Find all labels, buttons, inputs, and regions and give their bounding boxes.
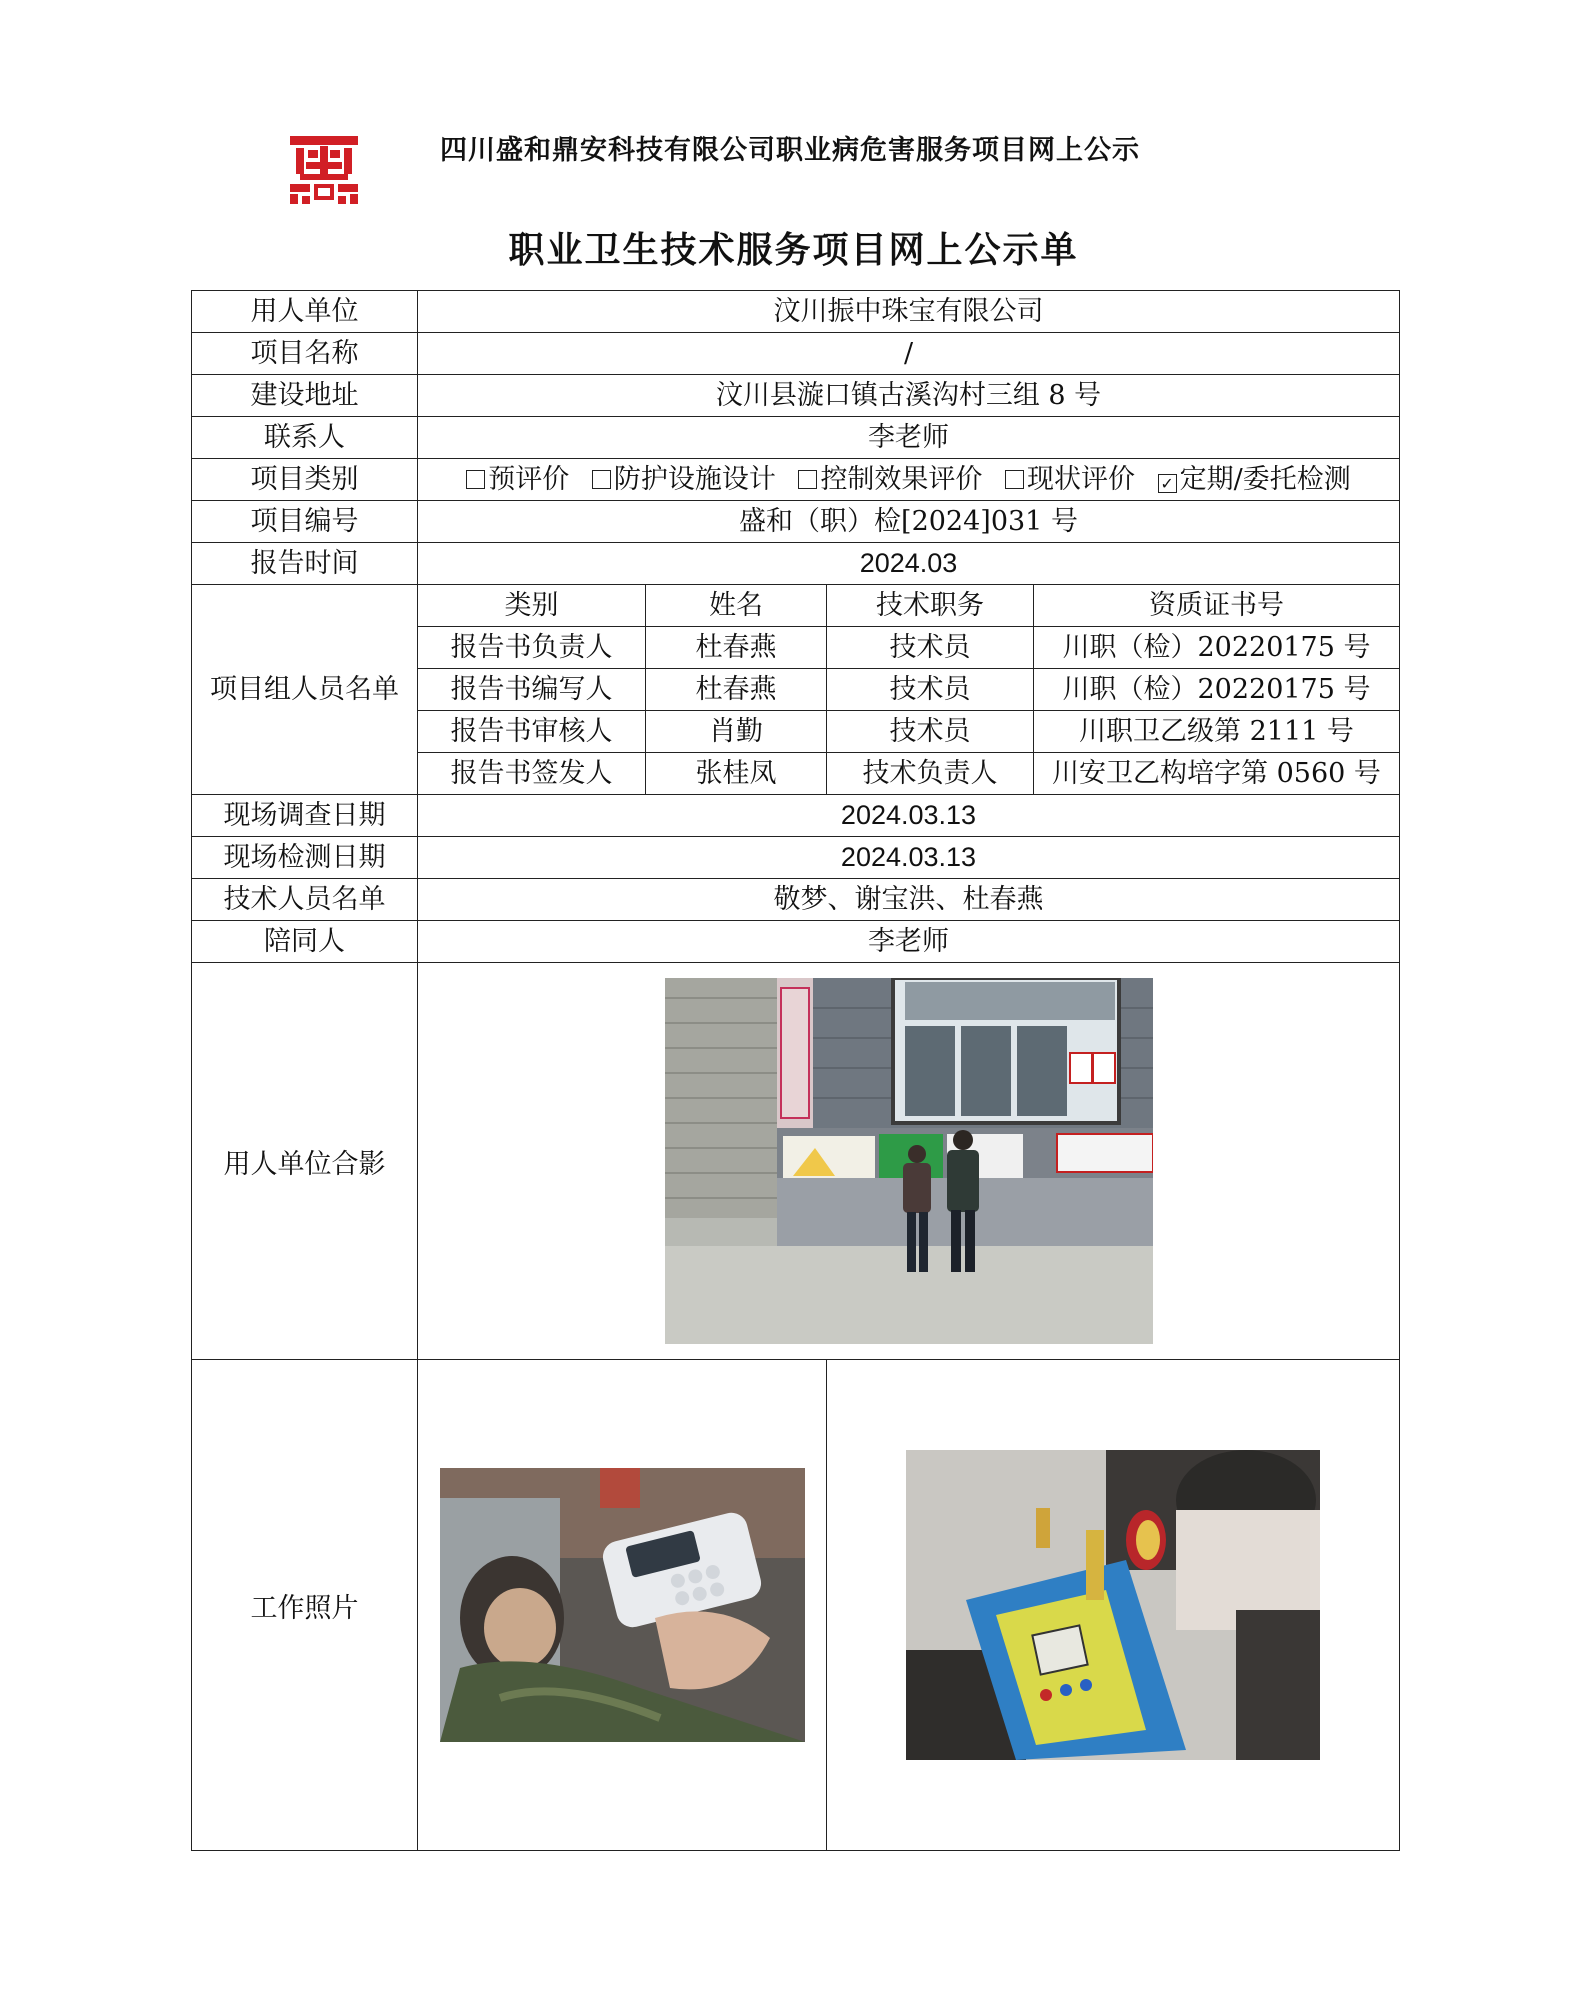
team-cell: 川安卫乙构培字第 0560 号	[1034, 753, 1400, 795]
category-options	[418, 459, 1400, 501]
category-option-label: 预评价	[488, 464, 570, 495]
row-project-no	[192, 501, 1400, 543]
work-photo-cell	[418, 1360, 827, 1851]
label-survey-date: 现场调查日期	[192, 795, 418, 837]
category-option[interactable]	[466, 459, 569, 500]
team-cell: 杜春燕	[646, 627, 827, 669]
row-work-photos	[192, 1360, 1400, 1851]
label-project-no: 项目编号	[192, 501, 418, 543]
announcement-table	[191, 290, 1400, 1851]
category-option-label: 控制效果评价	[820, 464, 983, 495]
label-category: 项目类别	[192, 459, 418, 501]
team-cell: 技术员	[827, 669, 1034, 711]
team-cell: 技术员	[827, 627, 1034, 669]
team-cell: 报告书审核人	[418, 711, 646, 753]
label-report-time: 报告时间	[192, 543, 418, 585]
team-header-cell: 技术职务	[827, 585, 1034, 627]
team-cell: 报告书签发人	[418, 753, 646, 795]
team-cell: 张桂凤	[646, 753, 827, 795]
value-escort: 李老师	[418, 921, 1400, 963]
category-option-label: 定期/委托检测	[1179, 464, 1351, 495]
label-technicians: 技术人员名单	[192, 879, 418, 921]
label-address: 建设地址	[192, 375, 418, 417]
row-group-photo	[192, 963, 1400, 1360]
label-detect-date: 现场检测日期	[192, 837, 418, 879]
work-photo-image	[906, 1450, 1320, 1760]
category-option[interactable]	[1005, 459, 1135, 500]
label-work-photos: 工作照片	[192, 1360, 418, 1851]
value-project-no: 盛和（职）检[2024]031 号	[418, 501, 1400, 543]
category-option-label: 现状评价	[1027, 464, 1136, 495]
label-employer: 用人单位	[192, 291, 418, 333]
checkbox-icon[interactable]	[466, 470, 485, 489]
work-photo-cell	[827, 1360, 1400, 1851]
team-cell: 川职（检）20220175 号	[1034, 627, 1400, 669]
row-category	[192, 459, 1400, 501]
category-option[interactable]	[1158, 459, 1351, 500]
checked-checkbox-icon[interactable]: ✓	[1158, 474, 1177, 493]
team-cell: 杜春燕	[646, 669, 827, 711]
team-cell: 川职（检）20220175 号	[1034, 669, 1400, 711]
team-cell: 肖勤	[646, 711, 827, 753]
checkbox-icon[interactable]	[1005, 470, 1024, 489]
row-project-name	[192, 333, 1400, 375]
document-title: 职业卫生技术服务项目网上公示单	[508, 229, 1079, 271]
value-address: 汶川县漩口镇古溪沟村三组 8 号	[418, 375, 1400, 417]
company-seal-logo	[286, 130, 362, 206]
row-employer	[192, 291, 1400, 333]
row-survey-date	[192, 795, 1400, 837]
label-project-name: 项目名称	[192, 333, 418, 375]
row-technicians	[192, 879, 1400, 921]
team-header-row	[192, 585, 1400, 627]
value-contact: 李老师	[418, 417, 1400, 459]
row-address	[192, 375, 1400, 417]
label-contact: 联系人	[192, 417, 418, 459]
row-report-time	[192, 543, 1400, 585]
row-detect-date	[192, 837, 1400, 879]
label-team: 项目组人员名单	[192, 585, 418, 795]
category-option[interactable]	[798, 459, 982, 500]
team-cell: 报告书编写人	[418, 669, 646, 711]
value-detect-date: 2024.03.13	[418, 837, 1400, 879]
group-photo-image	[665, 978, 1153, 1344]
team-cell: 技术员	[827, 711, 1034, 753]
value-project-name: /	[418, 333, 1400, 375]
value-technicians: 敬梦、谢宝洪、杜春燕	[418, 879, 1400, 921]
team-header-cell: 资质证书号	[1034, 585, 1400, 627]
checkbox-icon[interactable]	[798, 470, 817, 489]
team-header-cell: 类别	[418, 585, 646, 627]
org-title: 四川盛和鼎安科技有限公司职业病危害服务项目网上公示	[440, 135, 1140, 166]
value-survey-date: 2024.03.13	[418, 795, 1400, 837]
value-employer: 汶川振中珠宝有限公司	[418, 291, 1400, 333]
work-photo-image	[440, 1468, 805, 1742]
row-contact	[192, 417, 1400, 459]
label-group-photo: 用人单位合影	[192, 963, 418, 1360]
team-cell: 技术负责人	[827, 753, 1034, 795]
checkbox-icon[interactable]	[592, 470, 611, 489]
team-cell: 报告书负责人	[418, 627, 646, 669]
group-photo-cell	[418, 963, 1400, 1360]
label-escort: 陪同人	[192, 921, 418, 963]
team-header-cell: 姓名	[646, 585, 827, 627]
value-report-time: 2024.03	[418, 543, 1400, 585]
category-option-label: 防护设施设计	[613, 464, 776, 495]
team-cell: 川职卫乙级第 2111 号	[1034, 711, 1400, 753]
row-escort	[192, 921, 1400, 963]
category-option[interactable]	[592, 459, 776, 500]
